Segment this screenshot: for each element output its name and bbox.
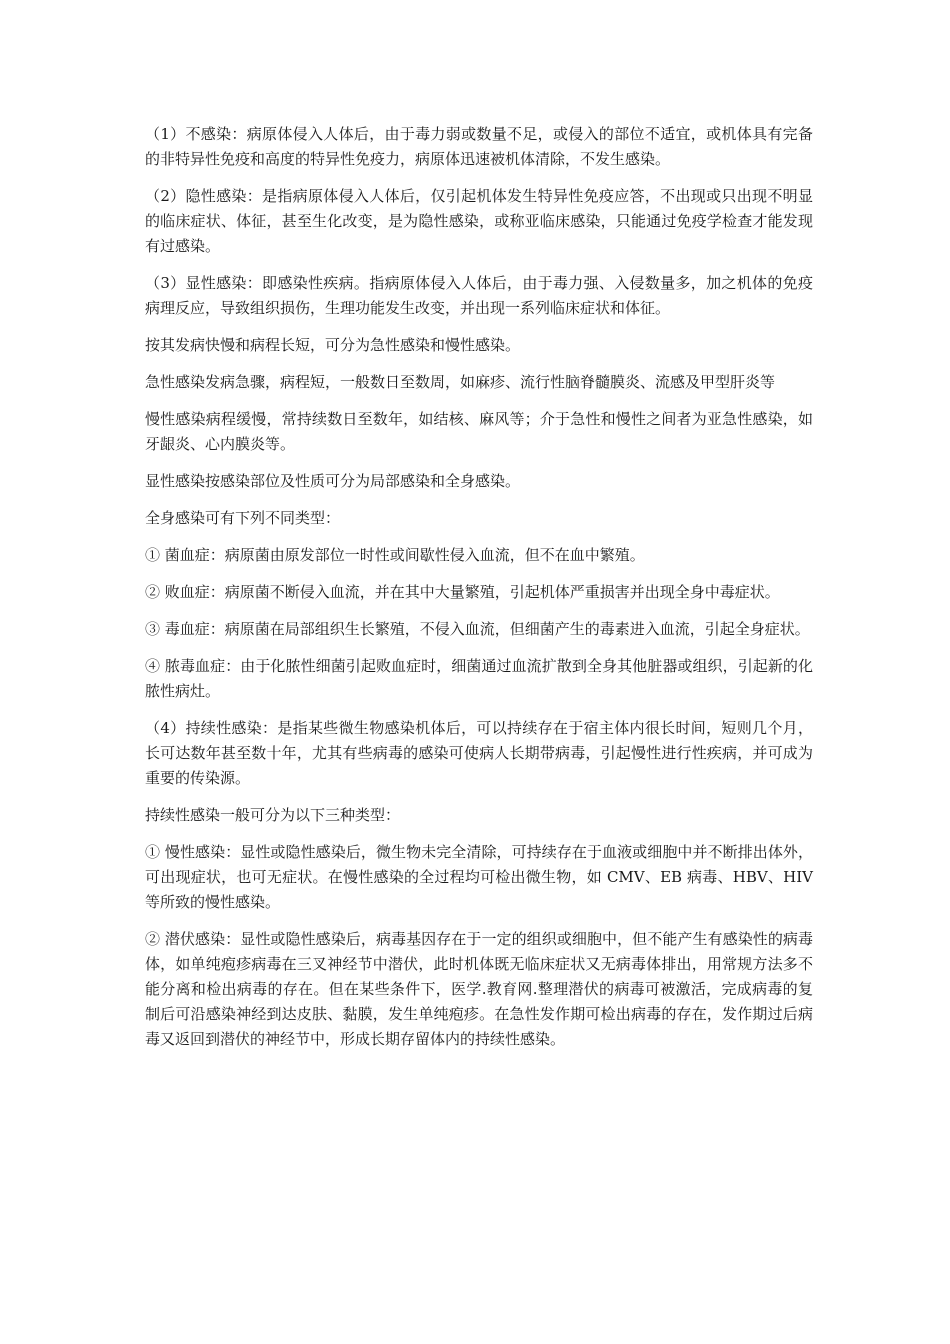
- paragraph-latent-infection: （2）隐性感染：是指病原体侵入人体后，仅引起机体发生特异性免疫应答，不出现或只出现不明显的临床症状、体征，甚至生化改变，是为隐性感染，或称亚临床感染，只能通过免疫学检查才能发现有过感染。: [145, 187, 813, 255]
- paragraph-toxemia: ③ 毒血症：病原菌在局部组织生长繁殖，不侵入血流，但细菌产生的毒素进入血流，引起全身症状。: [145, 620, 810, 638]
- paragraph-noninfection: （1）不感染：病原体侵入人体后，由于毒力弱或数量不足，或侵入的部位不适宜，或机体具有完备的非特异性免疫和高度的特异性免疫力，病原体迅速被机体清除，不发生感染。: [145, 125, 813, 168]
- paragraph-chronic-infection: 慢性感染病程缓慢，常持续数日至数年，如结核、麻风等；介于急性和慢性之间者为亚急性感染，如牙龈炎、心内膜炎等。: [145, 410, 813, 453]
- paragraph-persistent-types: 持续性感染一般可分为以下三种类型：: [145, 806, 401, 824]
- paragraph-pyemia: ④ 脓毒血症：由于化脓性细菌引起败血症时，细菌通过血流扩散到全身其他脏器或组织，引起新的化脓性病灶。: [145, 657, 813, 700]
- paragraph-onset-classification: 按其发病快慢和病程长短，可分为急性感染和慢性感染。: [145, 336, 521, 354]
- paragraph-septicemia: ② 败血症：病原菌不断侵入血流，并在其中大量繁殖，引起机体严重损害并出现全身中毒症状。: [145, 583, 780, 601]
- paragraph-systemic-types: 全身感染可有下列不同类型：: [145, 509, 341, 527]
- paragraph-bacteremia: ① 菌血症：病原菌由原发部位一时性或间歇性侵入血流，但不在血中繁殖。: [145, 546, 645, 564]
- paragraph-latent-persistent: ② 潜伏感染：显性或隐性感染后，病毒基因存在于一定的组织或细胞中，但不能产生有感染性的病毒体，如单纯疱疹病毒在三叉神经节中潜伏，此时机体既无临床症状又无病毒体排出，用常规方法多不能分离和检出病毒的存在。但在某些条件下，医学.教育网.整理潜伏的病毒可被激活，完成病毒的复制后可沿感染神经到达皮肤、黏膜，发生单纯疱疹。在急性发作期可检出病毒的存在，发作期过后病毒又返回到潜伏的神经节中，形成长期存留体内的持续性感染。: [145, 930, 813, 1048]
- paragraph-local-systemic: 显性感染按感染部位及性质可分为局部感染和全身感染。: [145, 472, 521, 490]
- document-body: [145, 122, 813, 1064]
- paragraph-acute-infection: 急性感染发病急骤，病程短，一般数日至数周，如麻疹、流行性脑脊髓膜炎、流感及甲型肝炎等: [145, 373, 776, 391]
- paragraph-chronic-persistent: ① 慢性感染：显性或隐性感染后，微生物未完全清除，可持续存在于血液或细胞中并不断排出体外，可出现症状，也可无症状。在慢性感染的全过程均可检出微生物，如 CMV、EB 病毒、HBV、HIV 等所致的慢性感染。: [145, 843, 813, 911]
- paragraph-apparent-infection: （3）显性感染：即感染性疾病。指病原体侵入人体后，由于毒力强、入侵数量多，加之机体的免疫病理反应，导致组织损伤，生理功能发生改变，并出现一系列临床症状和体征。: [145, 274, 813, 317]
- paragraph-persistent-infection: （4）持续性感染：是指某些微生物感染机体后，可以持续存在于宿主体内很长时间，短则几个月，长可达数年甚至数十年，尤其有些病毒的感染可使病人长期带病毒，引起慢性进行性疾病，并可成为重要的传染源。: [145, 719, 813, 787]
